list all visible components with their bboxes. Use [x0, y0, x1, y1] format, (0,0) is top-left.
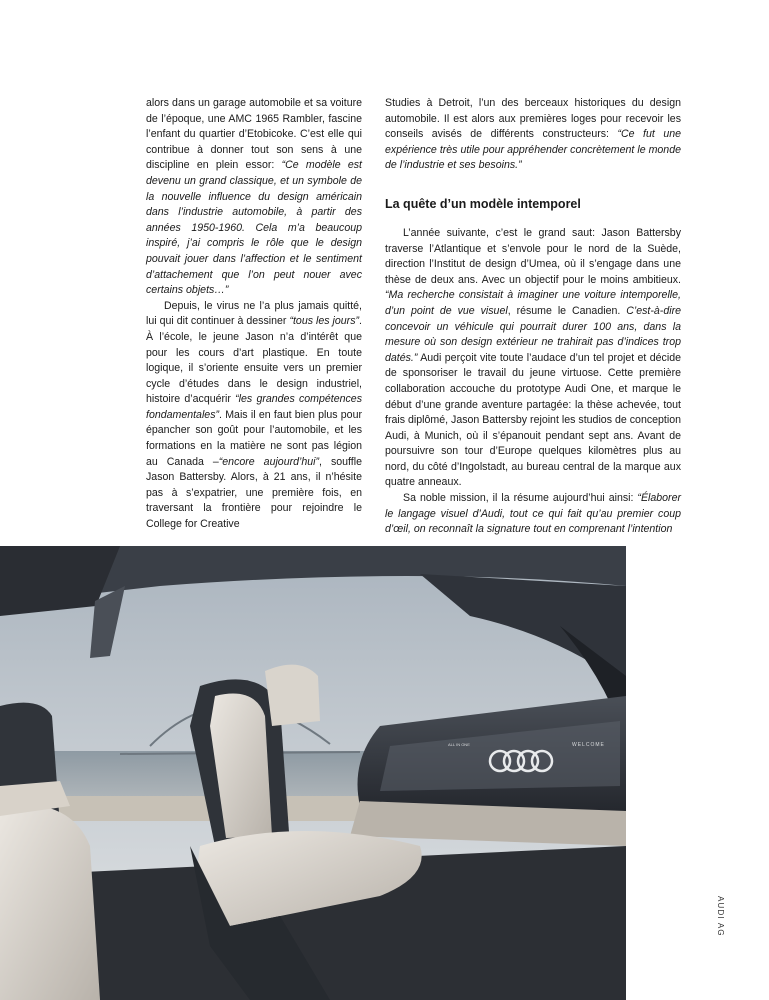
- paragraph: [385, 491, 681, 538]
- body-text: Studies à Detroit, l’un des berceaux historiques du design automobile. Il est alors aux premières loges pour recevoir les conseils avisés de différents constructeurs:: [385, 97, 681, 141]
- paragraph: [146, 96, 362, 299]
- body-text: Audi perçoit vite toute l’audace d’un tel projet et décide de sponsoriser le travail du jeune virtuose. Cette première collaboration accouche du prototype Audi One, et marque le début d’une grande aventure partagée: la thèse achevée, tout frais diplômé, Jason Battersby rejoint les studios de conception Audi, à Munich, où il s’épanouit pendant sept ans. Avant de poursuivre son tour d’Europe quelques kilomètres plus au nord, du côté d’Ingolstadt, au bureau central de la marque aux quatre anneaux.: [385, 351, 681, 489]
- body-text: Depuis, le virus ne l’a plus jamais quitté, lui qui dit continuer à dessiner: [146, 299, 362, 328]
- right-column-body: [385, 226, 681, 538]
- section-subheading: La quête d’un modèle intemporel: [385, 196, 581, 211]
- paragraph: [146, 299, 362, 533]
- quote-text: “Ce fut une expérience très utile pour appréhender concrètement le monde de l’industrie et ses besoins.”: [385, 128, 681, 172]
- article-column-right: [385, 96, 681, 538]
- right-column-intro: [385, 96, 681, 174]
- body-text: Sa noble mission, il la résume aujourd’hui ainsi:: [403, 492, 638, 505]
- body-text: , résume le Canadien.: [507, 304, 627, 317]
- quote-text: “encore aujourd’hui”: [218, 455, 320, 468]
- paragraph: [385, 96, 681, 174]
- car-interior-photo: [0, 546, 626, 1000]
- paragraph: [385, 226, 681, 491]
- body-text: L’année suivante, c’est le grand saut: Jason Battersby traverse l’Atlantique et s’envole pour le nord de la Suède, direction l’Institut de design d’Umea, où il s’engage dans une thèse de deux ans. Avec un objectif pour le moins ambitieux.: [385, 226, 681, 286]
- quote-text: “Ma recherche consistait à imaginer une voiture intemporelle, d’un point de vue visuel: [385, 289, 681, 317]
- body-text: . À l’école, le jeune Jason n’a d’intérêt que pour les cours d’art plastique. En toute logique, il s’oriente ensuite vers un premier cycle d’études dans le design industriel, histoire d’acquérir: [146, 315, 362, 406]
- article-column-left: [146, 96, 362, 533]
- quote-text: “les grandes compétences fondamentales”: [146, 393, 362, 421]
- quote-text: “tous les jours”: [289, 315, 360, 328]
- quote-text: C’est-à-dire concevoir un véhicule qui pourrait durer 100 ans, dans la mesure où son design extérieur ne trahirait pas d’indices trop datés.”: [385, 304, 681, 364]
- body-text: alors dans un garage automobile et sa voiture de l’époque, une AMC 1965 Rambler, fascine l’enfant du quartier d’Etobicoke. C’est elle qui contribue à donner tout son sens à une discipline en plein essor:: [146, 97, 362, 172]
- quote-text: “Élaborer le langage visuel d’Audi, tout ce qui fait qu’au premier coup d’œil, on reconnaît la signature tout en comprenant l’intention: [385, 492, 681, 536]
- body-text: , souffle Jason Battersby. Alors, à 21 ans, il n’hésite pas à s’expatrier, une première fois, en traversant la frontière pour rejoindre le College for Creative: [146, 455, 362, 531]
- dashboard-text-left: ALL IN ONE: [448, 742, 470, 747]
- quote-text: “Ce modèle est devenu un grand classique, et un symbole de la nouvelle influence du design américain dans l’industrie automobile, à partir des années 1950-1960. Cela m’a beaucoup inspiré, j’ai compris le rôle que le design pouvait jouer dans l’affection et le sentiment d’attachement que l’on peut nouer avec certains objets…”: [146, 159, 362, 297]
- body-text: . Mais il en faut bien plus pour épancher son goût pour l’automobile, et les formations en la matière ne sont pas légion au Canada –: [146, 408, 362, 468]
- photo-credit: AUDI AG: [716, 896, 725, 937]
- dashboard-text-right: WELCOME: [572, 742, 605, 748]
